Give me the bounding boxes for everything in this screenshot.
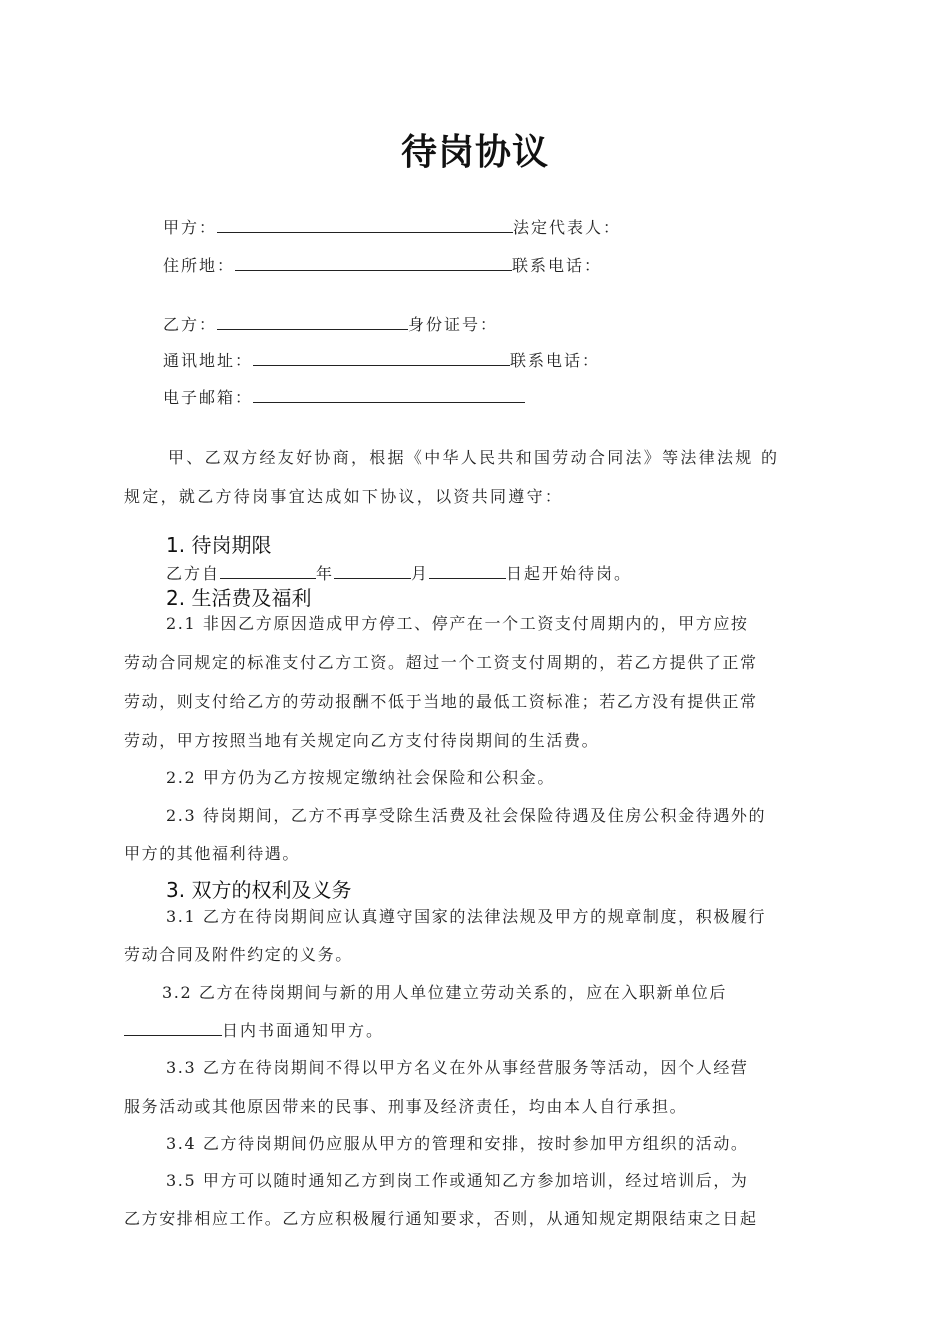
clause-3-2-line-1: 3.2 乙方在待岗期间与新的用人单位建立劳动关系的，应在入职新单位后: [162, 983, 727, 1002]
party-a-rep-label: 法定代表人：: [513, 218, 622, 237]
start-year-blank[interactable]: [220, 562, 316, 579]
month-label: 月: [411, 564, 430, 583]
start-day-blank[interactable]: [429, 562, 506, 579]
party-b-email-row: [163, 386, 525, 409]
intro-line-2: 规定，就乙方待岗事宜达成如下协议，以资共同遵守：: [124, 487, 564, 506]
section-3-heading: 3. 双方的权利及义务: [166, 878, 352, 902]
clause-3-3-line-2: 服务活动或其他原因带来的民事、刑事及经济责任，均由本人自行承担。: [124, 1097, 688, 1116]
start-suffix: 日起开始待岗。: [506, 564, 633, 583]
party-a-address-blank[interactable]: [235, 254, 512, 271]
party-b-id-label: 身份证号：: [408, 315, 499, 334]
party-b-name-blank[interactable]: [217, 313, 408, 330]
section-2-heading: 2. 生活费及福利: [166, 586, 312, 610]
party-b-email-blank[interactable]: [253, 386, 525, 403]
clause-3-1-line-1: 3.1 乙方在待岗期间应认真遵守国家的法律法规及甲方的规章制度，积极履行: [166, 907, 767, 926]
party-b-row: [163, 313, 498, 336]
party-b-address-blank[interactable]: [253, 349, 510, 366]
party-a-address-label: 住所地：: [163, 256, 236, 275]
party-b-address-label: 通讯地址：: [163, 351, 254, 370]
party-a-phone-label: 联系电话：: [512, 256, 603, 275]
party-b-name-label: 乙方：: [163, 315, 218, 334]
clause-3-4: 3.4 乙方待岗期间仍应服从甲方的管理和安排，按时参加甲方组织的活动。: [166, 1134, 749, 1153]
clause-3-3-line-1: 3.3 乙方在待岗期间不得以甲方名义在外从事经营服务等活动，因个人经营: [166, 1058, 749, 1077]
section-1-body: [166, 562, 632, 585]
clause-3-1-line-2: 劳动合同及附件约定的义务。: [124, 945, 353, 964]
clause-2-1-line-3: 劳动，则支付给乙方的劳动报酬不低于当地的最低工资标准；若乙方没有提供正常: [124, 692, 758, 711]
clause-3-5-line-1: 3.5 甲方可以随时通知乙方到岗工作或通知乙方参加培训，经过培训后，为: [166, 1171, 749, 1190]
start-prefix: 乙方自: [166, 564, 221, 583]
party-a-name-blank[interactable]: [217, 216, 513, 233]
party-a-row: [163, 216, 621, 239]
year-label: 年: [316, 564, 335, 583]
party-b-address-row: [163, 349, 600, 372]
party-a-address-row: [163, 254, 602, 277]
intro-line-1: 甲、乙双方经友好协商，根据《中华人民共和国劳动合同法》等法律法规 的: [168, 448, 780, 467]
clause-2-1-line-2: 劳动合同规定的标准支付乙方工资。超过一个工资支付周期的，若乙方提供了正常: [124, 653, 758, 672]
clause-3-5-line-2: 乙方安排相应工作。乙方应积极履行通知要求，否则，从通知规定期限结束之日起: [124, 1209, 758, 1228]
party-b-phone-label: 联系电话：: [510, 351, 601, 370]
party-b-email-label: 电子邮箱：: [163, 388, 254, 407]
start-month-blank[interactable]: [334, 562, 411, 579]
clause-2-2: 2.2 甲方仍为乙方按规定缴纳社会保险和公积金。: [166, 768, 555, 787]
page-title: 待岗协议: [400, 132, 549, 173]
clause-2-3-line-2: 甲方的其他福利待遇。: [124, 844, 301, 863]
clause-2-1-line-4: 劳动，甲方按照当地有关规定向乙方支付待岗期间的生活费。: [124, 731, 600, 750]
notice-days-blank[interactable]: [124, 1019, 222, 1036]
clause-2-1-line-1: 2.1 非因乙方原因造成甲方停工、停产在一个工资支付周期内的，甲方应按: [166, 614, 749, 633]
clause-2-3-line-1: 2.3 待岗期间，乙方不再享受除生活费及社会保险待遇及住房公积金待遇外的: [166, 806, 767, 825]
section-1-heading: 1. 待岗期限: [166, 533, 272, 557]
party-a-name-label: 甲方：: [163, 218, 218, 237]
clause-3-2-line-2: [124, 1019, 384, 1042]
notice-days-text: 日内书面通知甲方。: [222, 1021, 385, 1040]
